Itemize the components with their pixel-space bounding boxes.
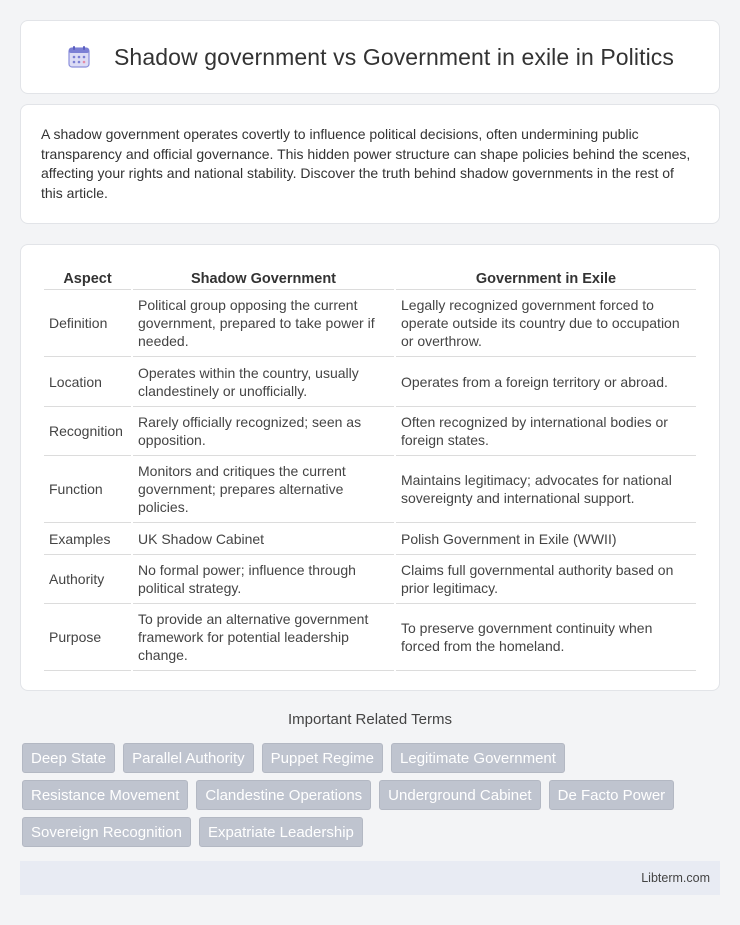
row-exile-value: Maintains legitimacy; advocates for national sovereignty and international support. [396,456,696,523]
table-row [44,604,696,671]
header [66,44,674,71]
related-terms-list [22,743,722,854]
footer [20,861,720,895]
row-aspect: Examples [44,523,131,555]
row-shadow-value: To provide an alternative government framework for potential leadership change. [133,604,394,671]
row-exile-value: Legally recognized government forced to operate outside its country due to occupation or overthrow. [396,290,696,357]
row-aspect: Authority [44,555,131,604]
related-terms-title: Important Related Terms [288,711,452,728]
related-term-tag[interactable]: Parallel Authority [123,743,254,773]
related-term-tag[interactable]: Legitimate Government [391,743,565,773]
related-term-tag[interactable]: Clandestine Operations [196,780,371,810]
intro-paragraph: A shadow government operates covertly to influence political decisions, often undermining public transparency and official governance. This hidden power structure can shape policies behind the scenes, affecting your rights and national stability. Discover the truth behind shadow governments in the rest of this article. [41,126,691,201]
related-term-tag[interactable]: Resistance Movement [22,780,188,810]
header-card [20,20,720,94]
header-government-in-exile: Government in Exile [396,265,696,290]
related-term-tag[interactable]: Puppet Regime [262,743,383,773]
page-title: Shadow government vs Government in exile in Politics [113,43,675,70]
related-term-tag[interactable]: Deep State [22,743,115,773]
table-row [44,290,696,357]
related-term-tag[interactable]: Expatriate Leadership [199,817,363,847]
row-shadow-value: UK Shadow Cabinet [133,523,394,555]
header-aspect: Aspect [44,265,131,290]
row-aspect: Recognition [44,407,131,456]
table-header-row [44,265,696,290]
comparison-table-card [20,244,720,691]
header-shadow-government: Shadow Government [133,265,394,290]
row-shadow-value: Monitors and critiques the current government; prepares alternative policies. [133,456,394,523]
row-aspect: Definition [44,290,131,357]
row-aspect: Function [44,456,131,523]
intro-card [20,104,720,224]
comparison-table [42,265,698,671]
row-exile-value: Polish Government in Exile (WWII) [396,523,696,555]
row-exile-value: To preserve government continuity when forced from the homeland. [396,604,696,671]
related-term-tag[interactable]: Underground Cabinet [379,780,540,810]
row-exile-value: Often recognized by international bodies or foreign states. [396,407,696,456]
row-shadow-value: Operates within the country, usually clandestinely or unofficially. [133,357,394,407]
row-shadow-value: Political group opposing the current government, prepared to take power if needed. [133,290,394,357]
calendar-icon [66,44,92,70]
row-aspect: Location [44,357,131,407]
row-exile-value: Claims full governmental authority based on prior legitimacy. [396,555,696,604]
table-row [44,456,696,523]
row-exile-value: Operates from a foreign territory or abroad. [396,357,696,407]
table-row [44,555,696,604]
related-term-tag[interactable]: De Facto Power [549,780,675,810]
footer-site-link[interactable]: Libterm.com [641,871,710,885]
row-shadow-value: No formal power; influence through political strategy. [133,555,394,604]
row-aspect: Purpose [44,604,131,671]
table-row [44,523,696,555]
table-row [44,357,696,407]
related-term-tag[interactable]: Sovereign Recognition [22,817,191,847]
row-shadow-value: Rarely officially recognized; seen as opposition. [133,407,394,456]
table-row [44,407,696,456]
